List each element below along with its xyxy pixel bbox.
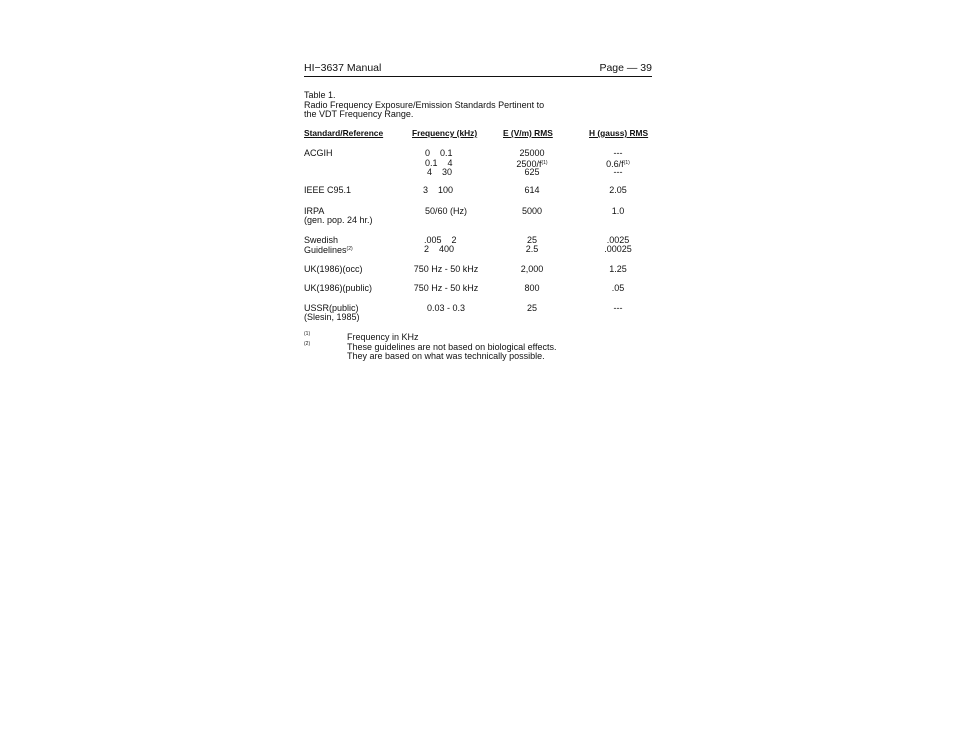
hfield-cell: --- <box>613 303 623 313</box>
caption-line-3: the VDT Frequency Range. <box>304 109 414 120</box>
frequency-cell: 0.1 4 <box>425 157 453 168</box>
col-header-frequency: Frequency (kHz) <box>412 128 478 138</box>
footnote-ref: (1) <box>623 159 630 166</box>
standard-name: USSR(public) <box>304 303 359 313</box>
footnote-ref: (2) <box>346 246 353 252</box>
hfield-cell: .00025 <box>604 244 632 254</box>
frequency-cell: 0 0.1 <box>425 148 453 158</box>
page-header <box>304 62 652 77</box>
efield-cell: 25 <box>526 235 537 245</box>
footnote-text: Frequency in KHz <box>347 332 419 342</box>
standard-name: IRPA <box>304 206 325 216</box>
frequency-cell: 3 100 <box>423 185 454 195</box>
frequency-cell: .005 2 <box>424 235 457 245</box>
frequency-cell: 750 Hz - 50 kHz <box>413 283 479 293</box>
table-caption <box>304 91 544 120</box>
efield-cell: 625 <box>524 167 540 177</box>
standard-name: IEEE C95.1 <box>304 185 352 195</box>
frequency-cell: 0.03 - 0.3 <box>426 303 466 313</box>
footnote-marker: (2) <box>304 341 311 347</box>
standard-name: UK(1986)(public) <box>304 283 373 293</box>
col-header-efield: E (V/m) RMS <box>503 128 553 138</box>
caption-line-1: Table 1. <box>304 90 336 100</box>
frequency-cell: 750 Hz - 50 kHz <box>413 264 479 274</box>
col-header-standard: Standard/Reference <box>304 128 384 138</box>
standard-note <box>304 245 353 256</box>
standard-note: (Slesin, 1985) <box>304 312 360 322</box>
standard-note: (gen. pop. 24 hr.) <box>304 215 373 225</box>
efield-cell: 25000 <box>519 148 545 158</box>
footnote-text: They are based on what was technically possible. <box>347 351 545 361</box>
hfield-cell: --- <box>613 148 623 158</box>
hfield-cell: .0025 <box>606 235 630 245</box>
efield-cell: 800 <box>524 283 540 293</box>
standard-name: Swedish <box>304 235 339 245</box>
efield-cell: 25 <box>526 303 537 313</box>
frequency-cell: 2 400 <box>424 244 455 254</box>
hfield-cell: 2.05 <box>609 185 627 195</box>
standard-note-text: Guidelines <box>304 245 347 255</box>
hfield-cell: --- <box>613 167 623 177</box>
col-header-hfield: H (gauss) RMS <box>589 128 649 138</box>
standard-name: ACGIH <box>304 148 333 158</box>
efield-cell: 2.5 <box>525 244 539 254</box>
standard-name: UK(1986)(occ) <box>304 264 363 274</box>
efield-value: 2500/f <box>516 158 542 169</box>
hfield-cell: 1.25 <box>609 264 627 274</box>
hfield-cell: .05 <box>611 283 625 293</box>
frequency-cell: 4 30 <box>427 167 453 177</box>
efield-cell: 2,000 <box>520 264 544 274</box>
efield-cell: 614 <box>524 185 540 195</box>
footnote-text: These guidelines are not based on biological effects. <box>347 342 557 352</box>
frequency-cell: 50/60 (Hz) <box>424 206 468 216</box>
footnote-ref: (1) <box>541 159 548 166</box>
page-number: Page — 39 <box>599 62 652 74</box>
hfield-cell: 1.0 <box>611 206 625 216</box>
efield-cell: 5000 <box>521 206 543 216</box>
hfield-value: 0.6/f <box>606 158 624 169</box>
manual-title: HI−3637 Manual <box>304 62 382 74</box>
caption-line-2: Radio Frequency Exposure/Emission Standards Pertinent to <box>304 99 545 110</box>
footnote-marker: (1) <box>304 331 311 337</box>
